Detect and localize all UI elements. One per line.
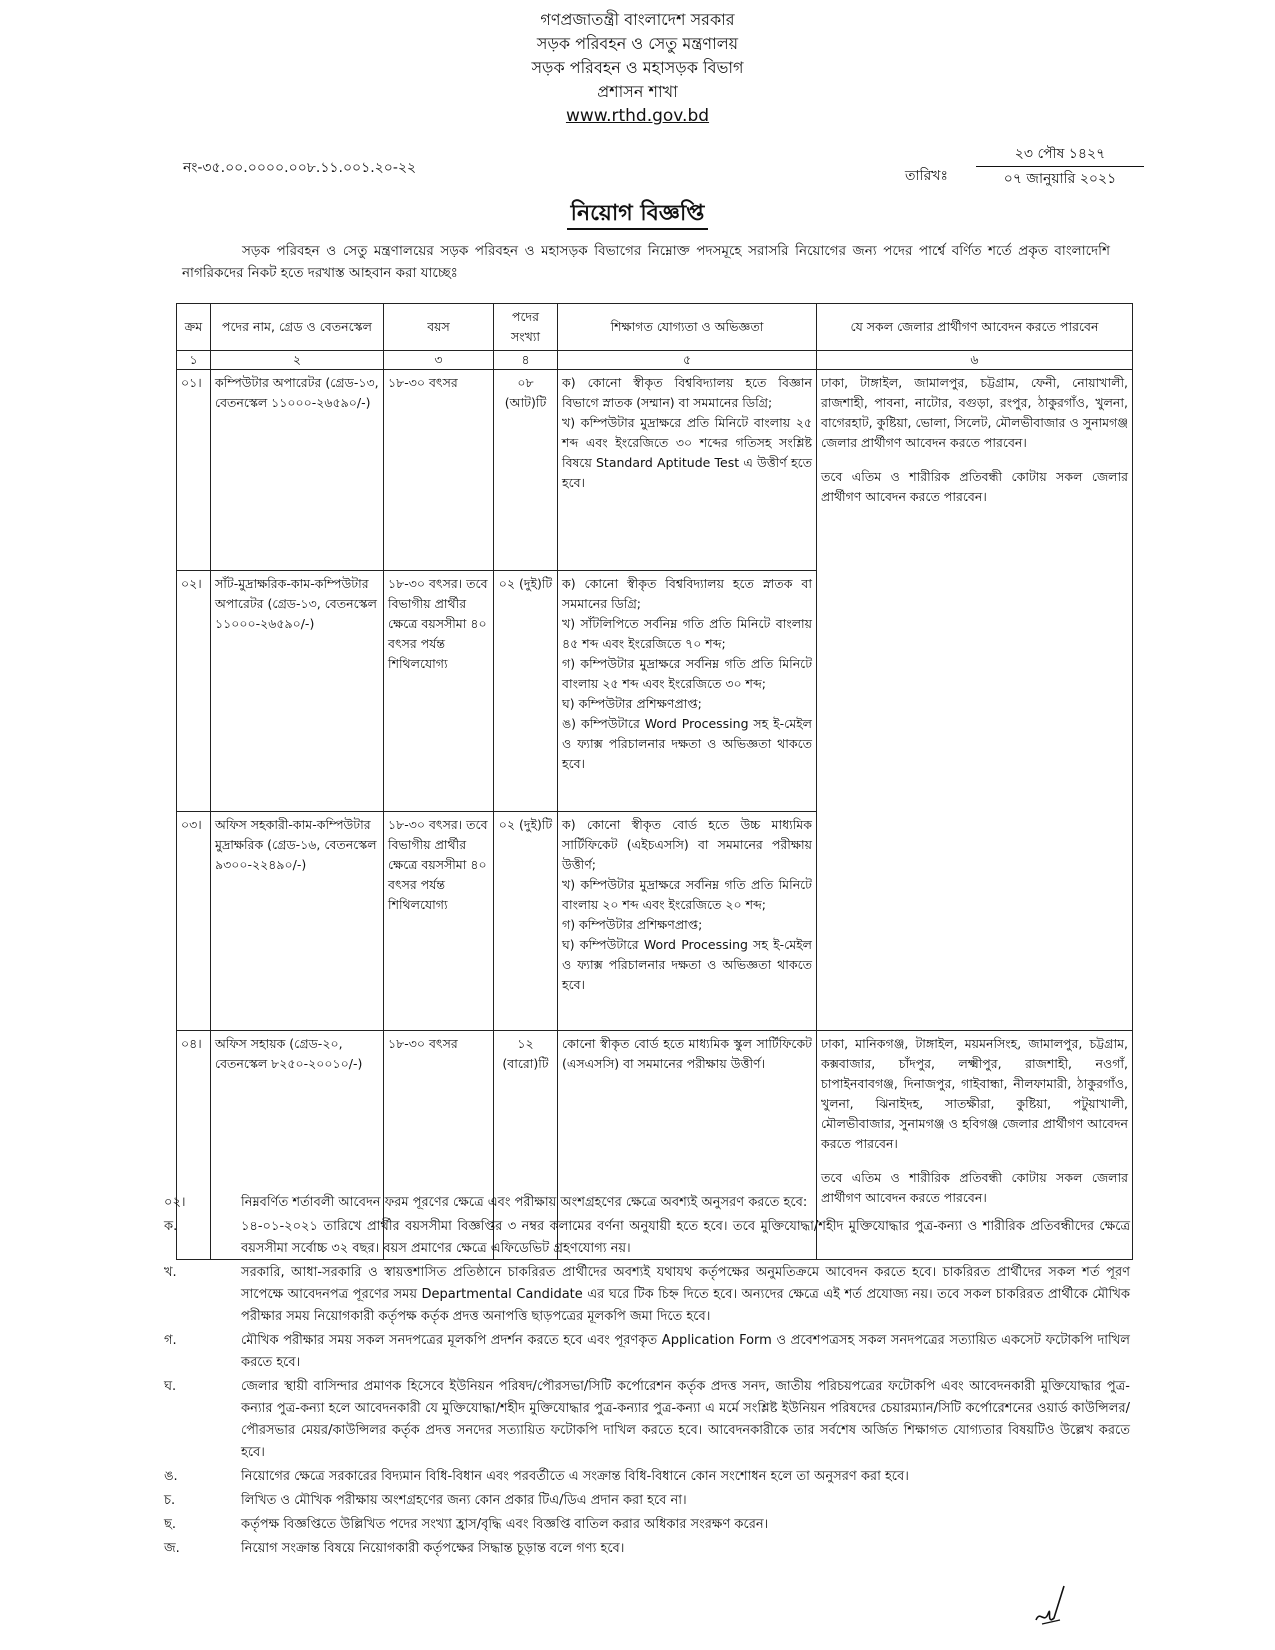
- col-number: ১: [177, 351, 211, 370]
- condition-number: ঘ.: [164, 1379, 177, 1394]
- condition-number: ০২।: [164, 1195, 186, 1210]
- requirement-item: ক) কোনো স্বীকৃত বিশ্ববিদ্যালয় হতে বিজ্ঞান বিভাগে স্নাতক (সম্মান) বা সমমানের ডিগ্রি;: [562, 375, 812, 410]
- requirement-item: খ) সাঁটলিপিতে সর্বনিম্ন গতি প্রতি মিনিটে বাংলায় ৪৫ শব্দ এবং ইংরেজিতে ৭০ শব্দ;: [562, 616, 812, 651]
- condition-number: চ.: [164, 1493, 176, 1508]
- date-bangla: ২৩ পৌষ ১৪২৭: [976, 142, 1144, 167]
- condition-number: ক.: [164, 1219, 178, 1234]
- row-age: ১৮-৩০ বৎসর। তবে বিভাগীয় প্রার্থীর ক্ষেত্রে বয়সসীমা ৪০ বৎসর পর্যন্ত শিথিলযোগ্য: [384, 812, 494, 1031]
- row-age: ১৮-৩০ বৎসর: [384, 370, 494, 571]
- requirement-item: খ) কম্পিউটার মুদ্রাক্ষরে সর্বনিম্ন গতি প্রতি মিনিটে বাংলায় ২০ শব্দ এবং ইংরেজিতে ২০ শব্দ;: [562, 877, 812, 912]
- districts-note-b: তবে এতিম ও শারীরিক প্রতিবন্ধী কোটায় সকল জেলার প্রার্থীগণ আবেদন করতে পারবেন।: [821, 1170, 1128, 1205]
- row-age: ১৮-৩০ বৎসর। তবে বিভাগীয় প্রার্থীর ক্ষেত্রে বয়সসীমা ৪০ বৎসর পর্যন্ত শিথিলযোগ্য: [384, 571, 494, 812]
- notice-title: [0, 196, 1275, 233]
- row-age: ১৮-৩০ বৎসর: [384, 1031, 494, 1260]
- header-districts: যে সকল জেলার প্রার্থীগণ আবেদন করতে পারবেন: [817, 304, 1133, 351]
- header-post: পদের নাম, গ্রেড ও বেতনস্কেল: [211, 304, 384, 351]
- districts-list-b: ঢাকা, মানিকগঞ্জ, টাঙ্গাইল, ময়মনসিংহ, জামালপুর, চট্টগ্রাম, কক্সবাজার, চাঁদপুর, লক্ষ্মীপুর, রাজশাহী, নওগাঁ, চাপাইনবাবগঞ্জ, দিনাজপুর, গাইবান্ধা, নীলফামারী, ঠাকুরগাঁও, খুলনা, ঝিনাইদহ, সাতক্ষীরা, কুষ্টিয়া, পটুয়াখালী, মৌলভীবাজার, সুনামগঞ্জ ও হবিগঞ্জ জেলার প্রার্থীগণ আবেদন করতে পারবেন।: [821, 1036, 1128, 1151]
- col-number: ৫: [558, 351, 817, 370]
- row-requirements: [558, 571, 817, 812]
- condition-item: [164, 1376, 1130, 1464]
- col-number: ৩: [384, 351, 494, 370]
- condition-number: ঙ.: [164, 1469, 178, 1484]
- col-number: ৪: [494, 351, 558, 370]
- row-post: কম্পিউটার অপারেটর (গ্রেড-১৩, বেতনস্কেল ১১০০০-২৬৫৯০/-): [211, 370, 384, 571]
- condition-text: ১৪-০১-২০২১ তারিখে প্রার্থীর বয়সসীমা বিজ্ঞপ্তির ৩ নম্বর কলামের বর্ণনা অনুযায়ী হতে হবে। তবে মুক্তিযোদ্ধা/শহীদ মুক্তিযোদ্ধার পুত্র-কন্যা ও শারীরিক প্রতিবন্ধীদের ক্ষেত্রে বয়সসীমা সর্বোচ্চ ৩২ বছর। বয়স প্রমাণের ক্ষেত্রে এফিডেভিট গ্রহণযোগ্য নয়।: [241, 1219, 1130, 1256]
- condition-item: [164, 1330, 1130, 1374]
- requirement-item: ঘ) কম্পিউটারে Word Processing সহ ই-মেইল ও ফ্যাক্স পরিচালনার দক্ষতা ও অভিজ্ঞতা থাকতে হবে।: [562, 937, 812, 992]
- requirement-item: গ) কম্পিউটার প্রশিক্ষণপ্রাপ্ত;: [562, 917, 703, 932]
- header-qualification: শিক্ষাগত যোগ্যতা ও অভিজ্ঞতা: [558, 304, 817, 351]
- condition-text: মৌখিক পরীক্ষার সময় সকল সনদপত্রের মূলকপি প্রদর্শন করতে হবে এবং পূরণকৃত Application Form ও প্রবেশপত্রসহ সকল সনদপত্রের সত্যায়িত একসেট ফটোকপি দাখিল করতে হবে।: [241, 1333, 1130, 1370]
- condition-text: জেলার স্থায়ী বাসিন্দার প্রমাণক হিসেবে ইউনিয়ন পরিষদ/পৌরসভা/সিটি কর্পোরেশন কর্তৃক প্রদত্ত সনদ, জাতীয় পরিচয়পত্রের ফটোকপি এবং আবেদনকারী মুক্তিযোদ্ধার পুত্র-কন্যার পুত্র-কন্যা হলে আবেদনকারী যে মুক্তিযোদ্ধা/শহীদ মুক্তিযোদ্ধার পুত্র-কন্যার পুত্র-কন্যা এ মর্মে সংশ্লিষ্ট ইউনিয়ন পরিষদের চেয়ারম্যান/সিটি কর্পোরেশনের ওয়ার্ড কাউন্সিলর/পৌরসভার মেয়র/কাউন্সিলর কর্তৃক প্রদত্ত সনদের সত্যায়িত ফটোকপি দাখিল করতে হবে। আবেদনকারীকে তার সর্বশেষ অর্জিত শিক্ষাগত যোগ্যতার বিষয়টিও উল্লেখ করতে হবে।: [241, 1379, 1130, 1460]
- condition-item: [164, 1490, 1130, 1512]
- col-number: ৬: [817, 351, 1133, 370]
- row-serial: ০৪।: [177, 1031, 211, 1260]
- date-block: [976, 142, 1144, 191]
- signature-mark: [1030, 1580, 1070, 1630]
- districts-list-a: ঢাকা, টাঙ্গাইল, জামালপুর, চট্টগ্রাম, ফেনী, নোয়াখালী, রাজশাহী, পাবনা, নাটোর, বগুড়া, রংপুর, ঠাকুরগাঁও, খুলনা, বাগেরহাট, কুষ্টিয়া, ভোলা, সিলেট, মৌলভীবাজার ও সুনামগঞ্জ জেলার প্রার্থীগণ আবেদন করতে পারবেন।: [821, 375, 1128, 450]
- requirement-item: ক) কোনো স্বীকৃত বিশ্ববিদ্যালয় হতে স্নাতক বা সমমানের ডিগ্রি;: [562, 576, 812, 611]
- row-post: অফিস সহায়ক (গ্রেড-২০, বেতনস্কেল ৮২৫০-২০০১০/-): [211, 1031, 384, 1260]
- condition-text: কর্তৃপক্ষ বিজ্ঞপ্তিতে উল্লিখিত পদের সংখ্যা হ্রাস/বৃদ্ধি এবং বিজ্ঞপ্তি বাতিল করার অধিকার সংরক্ষণ করেন।: [241, 1517, 769, 1532]
- row-requirements: [558, 370, 817, 571]
- row-count: ০৮ (আট)টি: [494, 370, 558, 571]
- division-name: সড়ক পরিবহন ও মহাসড়ক বিভাগ: [531, 58, 744, 77]
- condition-item: [164, 1262, 1130, 1328]
- column-number-row: [177, 351, 1133, 370]
- condition-text: নিয়োগের ক্ষেত্রে সরকারের বিদ্যমান বিধি-বিধান এবং পরবর্তীতে এ সংক্রান্ত বিধি-বিধানে কোন সংশোধন হলে তা অনুসরণ করা হবে।: [241, 1469, 909, 1484]
- header-count: পদের সংখ্যা: [494, 304, 558, 351]
- col-number: ২: [211, 351, 384, 370]
- condition-text: নিয়োগ সংক্রান্ত বিষয়ে নিয়োগকারী কর্তৃপক্ষের সিদ্ধান্ত চূড়ান্ত বলে গণ্য হবে।: [241, 1541, 625, 1556]
- row-requirements: [558, 812, 817, 1031]
- row-count: ০২ (দুই)টি: [494, 571, 558, 812]
- conditions-list: [164, 1192, 1130, 1562]
- condition-item: [164, 1192, 1130, 1214]
- condition-item: [164, 1216, 1130, 1260]
- date-english: ০৭ জানুয়ারি ২০২১: [1003, 171, 1117, 187]
- row-post: অফিস সহকারী-কাম-কম্পিউটার মুদ্রাক্ষরিক (গ্রেড-১৬, বেতনস্কেল ৯৩০০-২২৪৯০/-): [211, 812, 384, 1031]
- condition-item: [164, 1514, 1130, 1536]
- table-header-row: [177, 304, 1133, 351]
- letterhead: [0, 8, 1275, 128]
- row-count: ০২ (দুই)টি: [494, 812, 558, 1031]
- row-post: সাঁট-মুদ্রাক্ষরিক-কাম-কম্পিউটার অপারেটর (গ্রেড-১৩, বেতনস্কেল ১১০০০-২৬৫৯০/-): [211, 571, 384, 812]
- intro-paragraph: সড়ক পরিবহন ও সেতু মন্ত্রণালয়ের সড়ক পরিবহন ও মহাসড়ক বিভাগের নিম্নোক্ত পদসমূহে সরাসরি নিয়োগের জন্য পদের পার্শ্বে বর্ণিত শর্তে প্রকৃত বাংলাদেশি নাগরিকদের নিকট হতে দরখাস্ত আহবান করা যাচ্ছেঃ: [182, 243, 1110, 281]
- website-link[interactable]: www.rthd.gov.bd: [565, 106, 710, 126]
- requirement-item: ক) কোনো স্বীকৃত বোর্ড হতে উচ্চ মাধ্যমিক সার্টিফিকেট (এইচএসসি) বা সমমানের পরীক্ষায় উত্তীর্ণ;: [562, 817, 812, 872]
- table-row: [177, 370, 1133, 571]
- branch-name: প্রশাসন শাখা: [597, 82, 678, 101]
- header-age: বয়স: [384, 304, 494, 351]
- condition-number: খ.: [164, 1265, 177, 1280]
- date-label: তারিখঃ: [905, 168, 948, 184]
- notice-title-text: নিয়োগ বিজ্ঞপ্তি: [567, 201, 709, 230]
- requirement-item: ঘ) কম্পিউটার প্রশিক্ষণপ্রাপ্ত;: [562, 696, 702, 711]
- districts-cell-a: [817, 370, 1133, 1031]
- row-serial: ০১।: [177, 370, 211, 571]
- ministry-name: সড়ক পরিবহন ও সেতু মন্ত্রণালয়: [536, 34, 739, 53]
- requirement-item: কোনো স্বীকৃত বোর্ড হতে মাধ্যমিক স্কুল সার্টিফিকেট (এসএসসি) বা সমমানের পরীক্ষায় উত্তীর্ণ।: [562, 1036, 812, 1071]
- header-serial: ক্রম: [177, 304, 211, 351]
- govt-name: গণপ্রজাতন্ত্রী বাংলাদেশ সরকার: [540, 10, 735, 29]
- requirement-item: ঙ) কম্পিউটারে Word Processing সহ ই-মেইল ও ফ্যাক্স পরিচালনার দক্ষতা ও অভিজ্ঞতা থাকতে হবে।: [562, 716, 812, 771]
- condition-text: লিখিত ও মৌখিক পরীক্ষায় অংশগ্রহণের জন্য কোন প্রকার টিএ/ডিএ প্রদান করা হবে না।: [241, 1493, 687, 1508]
- memo-number: নং-৩৫.০০.০০০০.০০৮.১১.০০১.২০-২২: [183, 160, 417, 176]
- posts-table: [176, 303, 1133, 1260]
- condition-number: গ.: [164, 1333, 177, 1348]
- condition-number: জ.: [164, 1541, 180, 1556]
- condition-item: [164, 1466, 1130, 1488]
- row-count: ১২ (বারো)টি: [494, 1031, 558, 1260]
- condition-number: ছ.: [164, 1517, 177, 1532]
- districts-note-a: তবে এতিম ও শারীরিক প্রতিবন্ধী কোটায় সকল জেলার প্রার্থীগণ আবেদন করতে পারবেন।: [821, 469, 1128, 504]
- condition-text: নিম্নবর্ণিত শর্তাবলী আবেদন ফরম পূরণের ক্ষেত্রে এবং পরীক্ষায় অংশগ্রহণের ক্ষেত্রে অবশ্যই অনুসরণ করতে হবে:: [241, 1195, 808, 1210]
- row-serial: ০৩।: [177, 812, 211, 1031]
- requirement-item: গ) কম্পিউটার মুদ্রাক্ষরে সর্বনিম্ন গতি প্রতি মিনিটে বাংলায় ২৫ শব্দ এবং ইংরেজিতে ৩০ শব্দ;: [562, 656, 812, 691]
- condition-item: [164, 1538, 1130, 1560]
- condition-text: সরকারি, আধা-সরকারি ও স্বায়ত্তশাসিত প্রতিষ্ঠানে চাকরিরত প্রার্থীদের অবশ্যই যথাযথ কর্তৃপক্ষের অনুমতিক্রমে আবেদন করতে হবে। চাকরিরত প্রার্থীদের সকল শর্ত পূরণ সাপেক্ষে আবেদনপত্র পূরণের সময় Departmental Candidate এর ঘরে টিক চিহ্ন দিতে হবে। অন্যদের ক্ষেত্রে এই শর্ত প্রযোজ্য নয়। তবে সকল চাকরিরত প্রার্থীকে মৌখিক পরীক্ষার সময় নিয়োগকারী কর্তৃপক্ষ কর্তৃক প্রদত্ত অনাপত্তি ছাড়পত্রের মূলকপি জমা দিতে হবে।: [241, 1265, 1130, 1324]
- row-serial: ০২।: [177, 571, 211, 812]
- requirement-item: খ) কম্পিউটার মুদ্রাক্ষরে প্রতি মিনিটে বাংলায় ২৫ শব্দ এবং ইংরেজিতে ৩০ শব্দের গতিসহ সংশ্লিষ্ট বিষয়ে Standard Aptitude Test এ উত্তীর্ণ হতে হবে।: [562, 415, 812, 490]
